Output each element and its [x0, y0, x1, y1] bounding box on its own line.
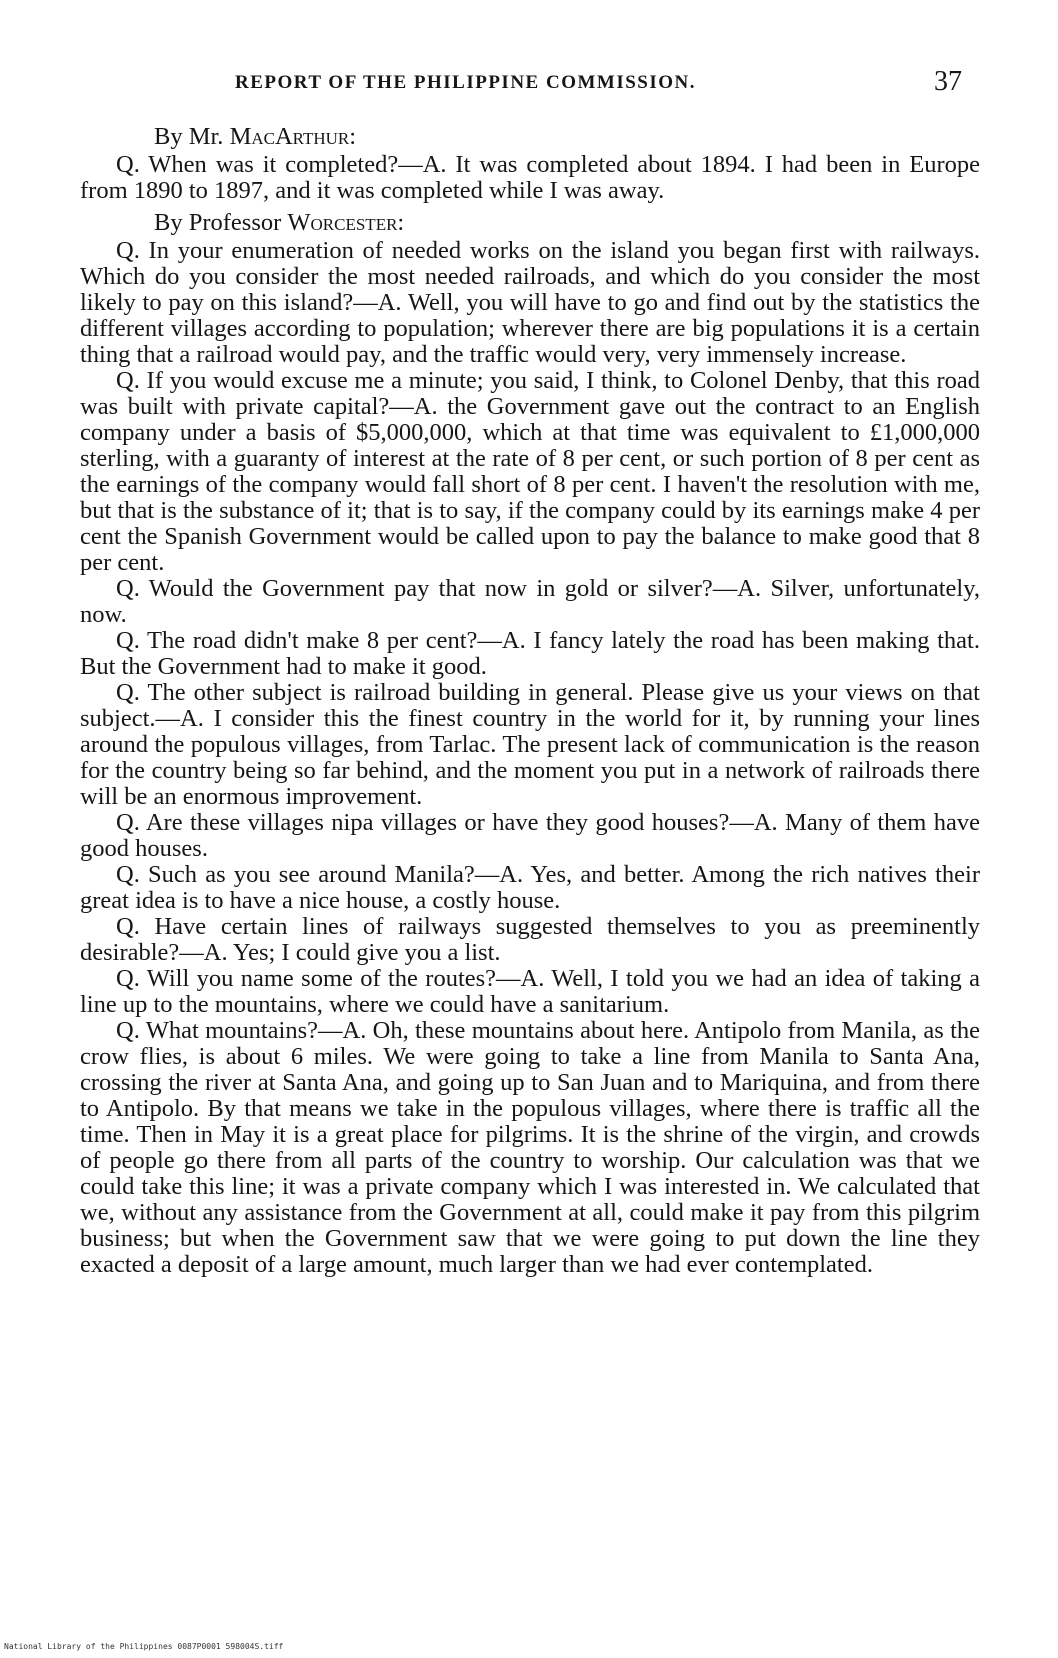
running-head: REPORT OF THE PHILIPPINE COMMISSION.: [235, 72, 697, 93]
paragraph: Q. The road didn't make 8 per cent?—A. I fancy lately the road has been making that. But the Government had to make it good.: [80, 627, 980, 680]
paragraph: Q. The other subject is railroad building in general. Please give us your views on that subject.—A. I consider this the finest country in the world for it, by running your lines around the populous villages, from Tarlac. The present lack of communication is the reason for the country being so far behind, and the moment you put in a network of railroads there will be an enormous improvement.: [80, 679, 980, 810]
speaker-prefix: By Professor: [154, 209, 288, 236]
paragraph: Q. If you would excuse me a minute; you said, I think, to Colonel Denby, that this road was built with private capital?—A. the Government gave out the contract to an English company under a basis of $5,000,000, which at that time was equivalent to £1,000,000 sterling, with a guaranty of interest at the rate of 8 per cent, or such portion of 8 per cent as the earnings of the company would fall short of 8 per cent. I haven't the resolution with me, but that is the substance of it; that is to say, if the company could by its earnings make 4 per cent the Spanish Government would be called upon to pay the balance to make good that 8 per cent.: [80, 367, 980, 576]
speaker-heading: [154, 210, 980, 236]
scan-footer: National Library of the Philippines 0087P0001 598004S.tiff: [4, 1642, 284, 1651]
speaker-prefix: By Mr.: [154, 123, 230, 150]
paragraph: Q. When was it completed?—A. It was completed about 1894. I had been in Europe from 1890 to 1897, and it was completed while I was away.: [80, 151, 980, 204]
page-number: 37: [934, 66, 962, 97]
paragraph: Q. In your enumeration of needed works on the island you began first with railways. Which do you consider the most needed railroads, and which do you consider the most likely to pay on this island?—A. Well, you will have to go and find out by the statistics the different villages according to population; wherever there are big populations it is a certain thing that a railroad would pay, and the traffic would very, very immensely increase.: [80, 237, 980, 368]
paragraph: Q. Would the Government pay that now in gold or silver?—A. Silver, unfortunately, now.: [80, 575, 980, 628]
speaker-name: MacArthur:: [229, 123, 357, 150]
speaker-heading: [154, 124, 980, 150]
paragraph: Q. What mountains?—A. Oh, these mountains about here. Antipolo from Manila, as the crow flies, is about 6 miles. We were going to take a line from Manila to Santa Ana, crossing the river at Santa Ana, and going up to San Juan and to Mariquina, and from there to Antipolo. By that means we take in the populous villages, where there is traffic all the time. Then in May it is a great place for pilgrims. It is the shrine of the virgin, and crowds of people go there from all parts of the country to worship. Our calculation was that we could take this line; it was a private company which I was interested in. We calculated that we, without any assistance from the Government at all, could make it pay from this pilgrim business; but when the Government saw that we were going to put down the line they exacted a deposit of a large amount, much larger than we had ever contemplated.: [80, 1017, 980, 1278]
speaker-name: Worcester:: [287, 209, 405, 236]
paragraph: Q. Are these villages nipa villages or have they good houses?—A. Many of them have good houses.: [80, 809, 980, 862]
paragraph: Q. Have certain lines of railways suggested themselves to you as preeminently desirable?—A. Yes; I could give you a list.: [80, 913, 980, 966]
paragraph: Q. Will you name some of the routes?—A. Well, I told you we had an idea of taking a line up to the mountains, where we could have a sanitarium.: [80, 965, 980, 1018]
page-body: [80, 118, 980, 1278]
paragraph: Q. Such as you see around Manila?—A. Yes, and better. Among the rich natives their great idea is to have a nice house, a costly house.: [80, 861, 980, 914]
